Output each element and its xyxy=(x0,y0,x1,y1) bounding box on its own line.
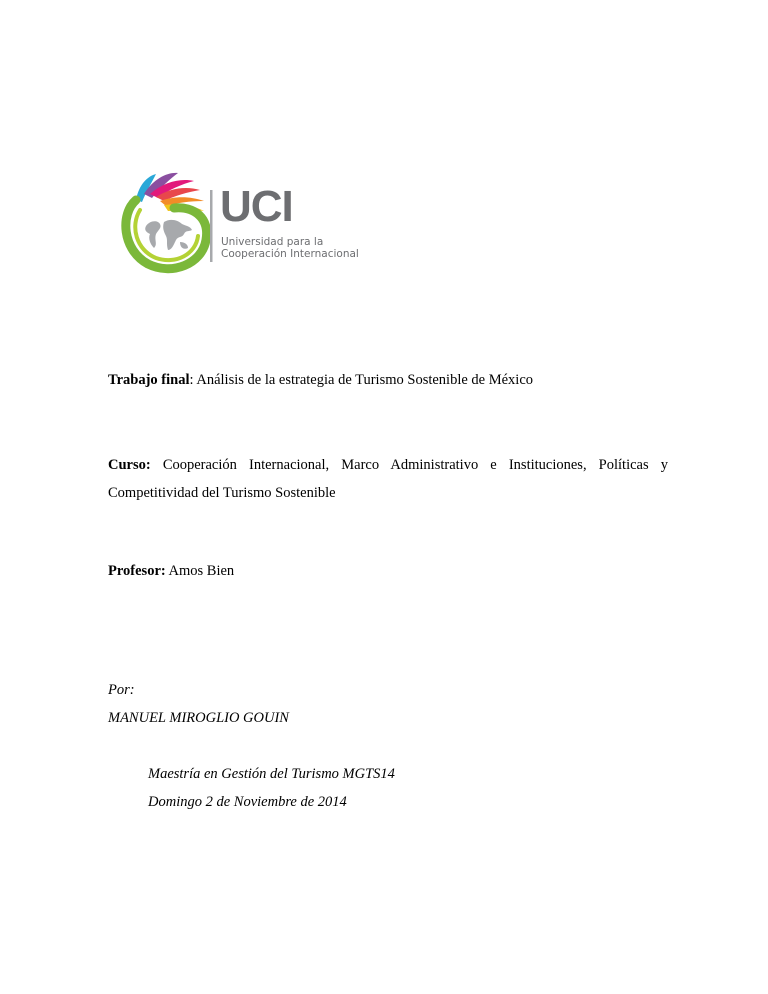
curso-label: Curso: xyxy=(108,457,151,473)
author-name: MANUEL MIROGLIO GOUIN xyxy=(108,710,289,726)
logo-acronym: UCI xyxy=(220,182,293,231)
trabajo-final-text: : Análisis de la estrategia de Turismo Sostenible de México xyxy=(189,372,534,388)
date-line: Domingo 2 de Noviembre de 2014 xyxy=(148,794,347,810)
program-line: Maestría en Gestión del Turismo MGTS14 xyxy=(148,766,395,782)
trabajo-final-label: Trabajo final xyxy=(108,372,190,388)
curso-text: Cooperación Internacional, Marco Administrativo e Instituciones, Políticas y Competitividad del Turismo Sostenible xyxy=(108,457,668,501)
author-label: Por: xyxy=(108,682,135,698)
logo-divider xyxy=(210,190,213,262)
logo-university-name xyxy=(221,236,359,260)
logo-name-line1: Universidad para la xyxy=(221,236,324,248)
profesor-line xyxy=(108,557,668,585)
profesor-text: Amos Bien xyxy=(165,563,235,579)
logo-name-line2: Cooperación Internacional xyxy=(221,248,359,260)
trabajo-final-line xyxy=(108,366,668,394)
profesor-label: Profesor: xyxy=(108,563,166,579)
curso-paragraph xyxy=(108,451,668,507)
uci-logo xyxy=(114,170,359,280)
uci-emblem-icon xyxy=(114,170,218,280)
